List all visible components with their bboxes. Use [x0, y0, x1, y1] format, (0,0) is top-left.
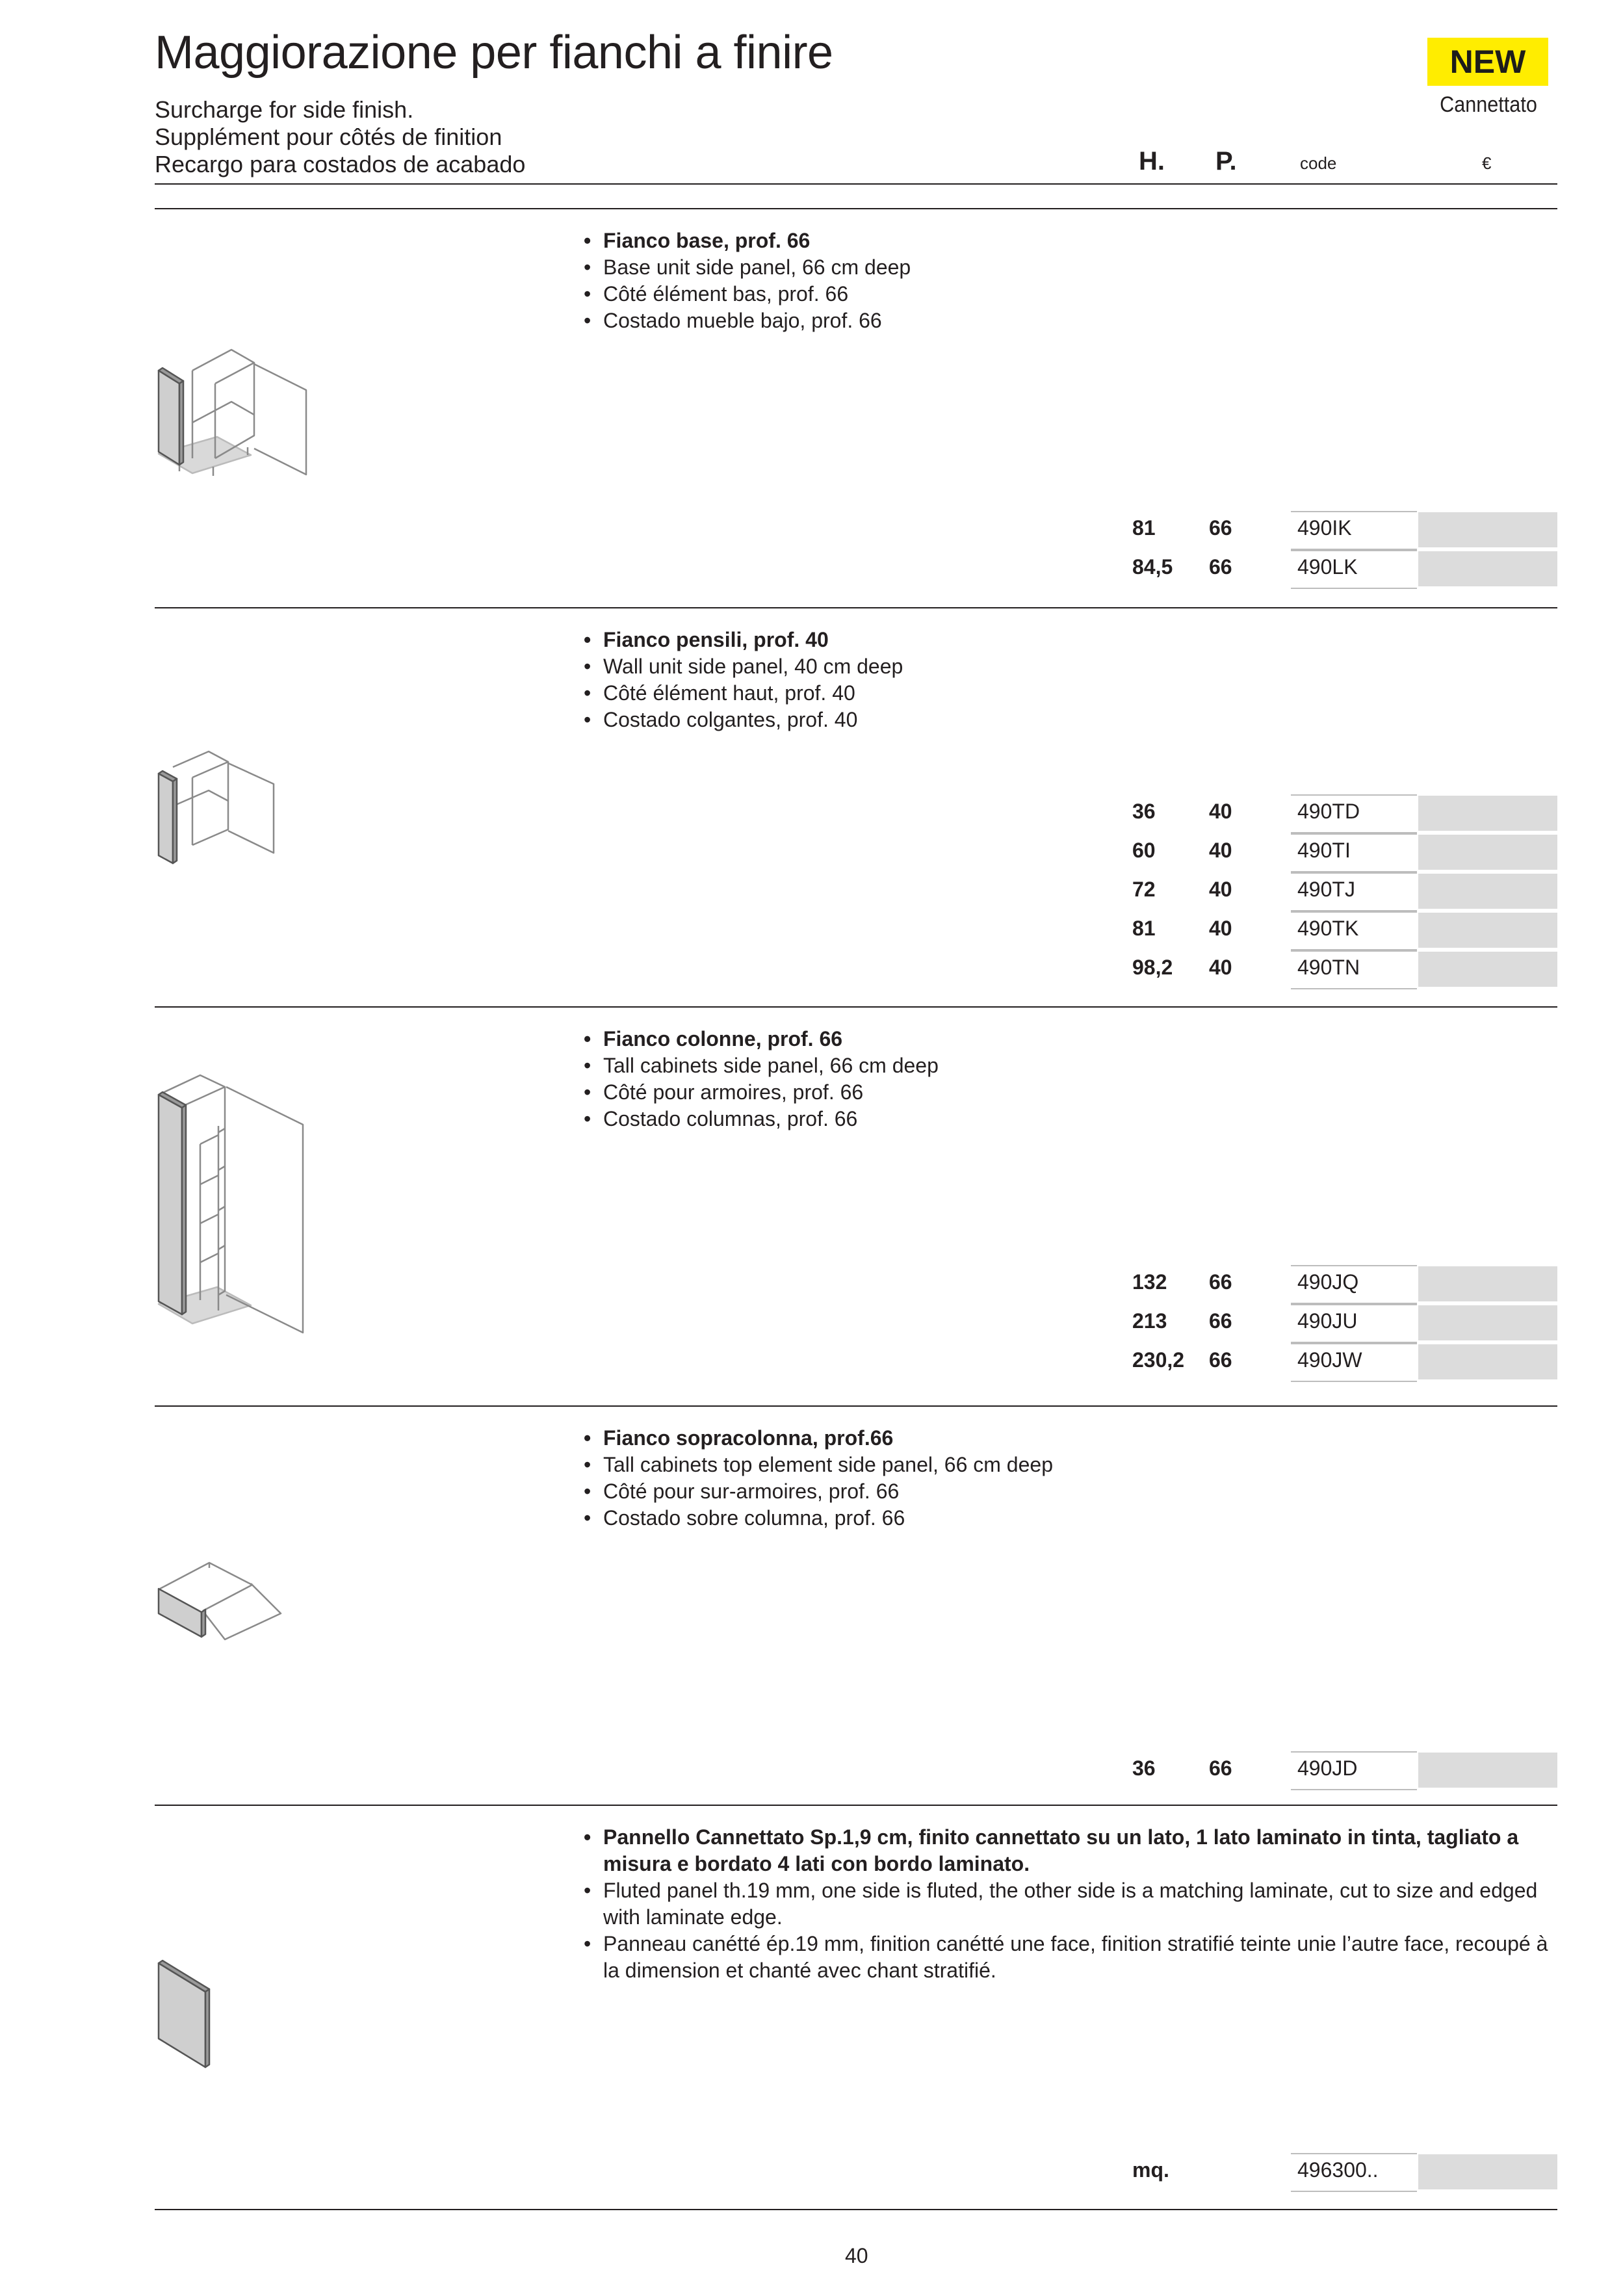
article-code: 490TN: [1297, 956, 1360, 979]
description-line: • Costado sobre columna, prof. 66: [584, 1505, 1559, 1532]
description-line: • Costado columnas, prof. 66: [584, 1106, 1559, 1132]
height-value: 36: [1132, 800, 1156, 823]
description-line: • Côté élément haut, prof. 40: [584, 680, 1559, 707]
column-header-depth: P.: [1215, 147, 1237, 176]
description-line: • Fluted panel th.19 mm, one side is fluted, the other side is a matching laminate, cut to size and edged with laminate edge.: [584, 1877, 1559, 1931]
depth-value: 40: [1209, 956, 1232, 979]
price-cell: [1418, 952, 1557, 987]
article-code: 490JQ: [1297, 1270, 1359, 1294]
description-line: • Costado colgantes, prof. 40: [584, 707, 1559, 733]
depth-value: 66: [1209, 516, 1232, 540]
price-cell: [1418, 1753, 1557, 1788]
height-value: 98,2: [1132, 956, 1173, 979]
column-header-code: code: [1300, 153, 1337, 173]
price-cell: [1418, 796, 1557, 831]
depth-value: 40: [1209, 839, 1232, 862]
height-value: 72: [1132, 878, 1156, 901]
section-divider: [155, 1006, 1557, 1008]
depth-value: 66: [1209, 1270, 1232, 1294]
height-value: 36: [1132, 1756, 1156, 1780]
article-code: 490LK: [1297, 555, 1358, 579]
article-code: 490IK: [1297, 516, 1352, 540]
column-header-height: H.: [1139, 147, 1165, 176]
fluted-panel-illustration: [153, 1957, 218, 2074]
height-value: 60: [1132, 839, 1156, 862]
description-line: • Côté élément bas, prof. 66: [584, 281, 1559, 307]
depth-value: 66: [1209, 1309, 1232, 1333]
height-value: 81: [1132, 917, 1156, 940]
subtitle-es: Recargo para costados de acabado: [155, 151, 526, 177]
price-cell: [1418, 1344, 1557, 1379]
price-cell: [1418, 1305, 1557, 1340]
page-number: 40: [845, 2244, 868, 2267]
depth-value: 66: [1209, 1756, 1232, 1780]
subtitle-fr: Supplément pour côtés de finition: [155, 124, 502, 150]
section-description: [584, 1425, 1559, 1532]
article-code: 490TI: [1297, 839, 1351, 862]
base-cabinet-illustration: [153, 338, 322, 488]
description-line: • Base unit side panel, 66 cm deep: [584, 254, 1559, 281]
article-code: 490JU: [1297, 1309, 1358, 1333]
depth-value: 40: [1209, 800, 1232, 823]
finish-label: Cannettato: [1440, 92, 1537, 117]
depth-value: 66: [1209, 555, 1232, 579]
price-cell: [1418, 1266, 1557, 1301]
price-cell: [1418, 551, 1557, 586]
price-cell: [1418, 913, 1557, 948]
section-title: • Fianco sopracolonna, prof.66: [584, 1425, 1559, 1452]
section-title: • Fianco colonne, prof. 66: [584, 1026, 1559, 1052]
unit-label: mq.: [1132, 2158, 1169, 2182]
article-code: 490JD: [1297, 1756, 1358, 1780]
description-line: • Tall cabinets side panel, 66 cm deep: [584, 1052, 1559, 1079]
header-divider: [155, 183, 1557, 185]
article-code: 496300..: [1297, 2158, 1379, 2182]
article-code: 490JW: [1297, 1348, 1362, 1372]
article-code: 490TD: [1297, 800, 1360, 823]
description-line: • Costado mueble bajo, prof. 66: [584, 307, 1559, 334]
depth-value: 66: [1209, 1348, 1232, 1372]
top-element-illustration: [153, 1552, 290, 1656]
height-value: 230,2: [1132, 1348, 1185, 1372]
depth-value: 40: [1209, 917, 1232, 940]
section-divider: [155, 607, 1557, 608]
description-line: • Côté pour sur-armoires, prof. 66: [584, 1478, 1559, 1505]
price-cell: [1418, 512, 1557, 547]
price-cell: [1418, 874, 1557, 909]
description-line: • Wall unit side panel, 40 cm deep: [584, 653, 1559, 680]
price-cell: [1418, 2154, 1557, 2189]
description-line: • Côté pour armoires, prof. 66: [584, 1079, 1559, 1106]
page-title: Maggiorazione per fianchi a finire: [155, 27, 833, 79]
height-value: 213: [1132, 1309, 1167, 1333]
column-header-price: €: [1482, 153, 1492, 173]
new-badge: NEW: [1427, 38, 1548, 86]
description-line: • Panneau canétté ép.19 mm, finition canétté une face, finition stratifié teinte unie l’autre face, recoupé à la dimension et chanté avec chant stratifié.: [584, 1931, 1559, 1984]
section-title: • Fianco pensili, prof. 40: [584, 627, 1559, 653]
section-divider: [155, 1805, 1557, 1806]
depth-value: 40: [1209, 878, 1232, 901]
price-cell: [1418, 835, 1557, 870]
subtitle-en: Surcharge for side finish.: [155, 96, 414, 123]
height-value: 81: [1132, 516, 1156, 540]
section-divider: [155, 1405, 1557, 1407]
footer-divider: [155, 2209, 1557, 2210]
section-description: [584, 1026, 1559, 1132]
article-code: 490TK: [1297, 917, 1359, 940]
height-value: 84,5: [1132, 555, 1173, 579]
section-description: [584, 228, 1559, 334]
section-description: [584, 1824, 1559, 1984]
section-title: • Fianco base, prof. 66: [584, 228, 1559, 254]
section-divider: [155, 208, 1557, 209]
article-code: 490TJ: [1297, 878, 1355, 901]
height-value: 132: [1132, 1270, 1167, 1294]
section-title: • Pannello Cannettato Sp.1,9 cm, finito cannettato su un lato, 1 lato laminato in tinta, tagliato a misura e bordato 4 lati con bordo laminato.: [584, 1824, 1559, 1877]
wall-cabinet-illustration: [153, 748, 283, 878]
section-description: [584, 627, 1559, 733]
tall-cabinet-illustration: [153, 1073, 316, 1346]
description-line: • Tall cabinets top element side panel, 66 cm deep: [584, 1452, 1559, 1478]
